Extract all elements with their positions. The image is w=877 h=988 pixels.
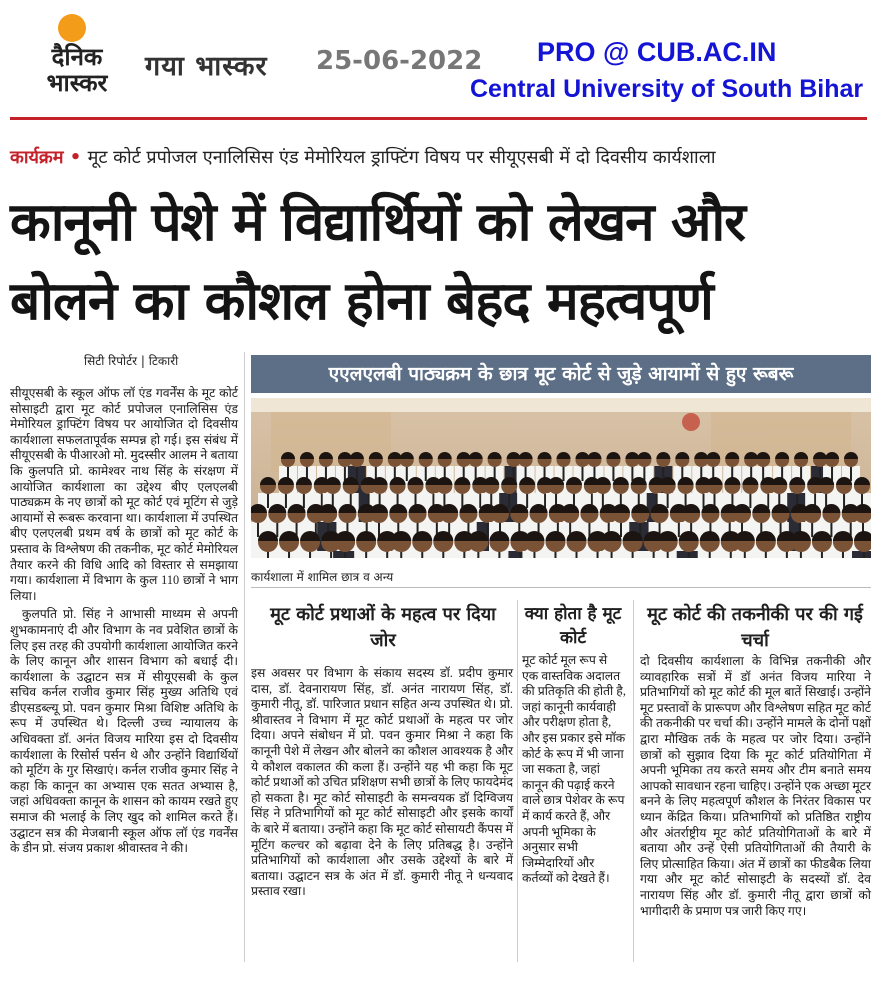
headline-line-1: कानूनी पेशे में विद्यार्थियों को लेखन और xyxy=(10,192,745,253)
subheading-practices: मूट कोर्ट प्रथाओं के महत्व पर दिया जोर xyxy=(270,604,496,651)
body-column-3 xyxy=(522,653,626,887)
paragraph-1: सीयूएसबी के स्कूल ऑफ लॉ एंड गवर्नेंस के मूट कोर्ट सोसाइटी द्वारा मूट कोर्ट प्रपोजल एनालिसिस एंड मेमोरियल ड्राफ्टिंग विषय पर आयोजित दो दिवसीय कार्यशाला सफलतापूर्वक सम्पन्न हो गई। इस संबंध में सीयूएसबी के पीआरओ मो. मुदस्सीर आलम ने बताया कि कुलपति प्रो. कामेश्वर नाथ सिंह के संरक्षण में आयोजित कार्यशाला का उद्देश्य बीए एलएलबी पाठ्यक्रम के नए छात्रों को मूट कोर्ट एवं मूटिंग से जुड़े आयामों से रूबरू करवाना था। कार्यशाला में उपस्थित बीए एलएलबी प्रथम वर्ष के छात्रों को मूट कोर्ट के प्रस्ताव के विश्लेषण की तकनीक, मूट कोर्ट मेमोरियल तैयार करने की विधि आदि को विस्तार से समझाया गया। कार्यशाला में विभाग के कुल 110 छात्रों ने भाग लिया। xyxy=(10,386,238,603)
bullet: • xyxy=(63,147,88,168)
paragraph-col2: इस अवसर पर विभाग के संकाय सदस्य डॉ. प्रदीप कुमार दास, डॉ. देवनारायण सिंह, डॉ. अनंत नारायण सिंह, डॉ. कुमारी नीतू, डॉ. पारिजात प्रधान सहित अन्य उपस्थित थे। प्रो. श्रीवास्तव ने विभाग में मूट कोर्ट प्रथाओं के महत्व पर जोर दिया। अपने संबोधन में प्रो. पवन कुमार मिश्रा ने कहा कि कानूनी पेशे में लेखन और बोलने का कौशल आवश्यक है और ये कौशल वकालत की कला हैं। उन्होंने यह भी कहा कि मूट कोर्ट प्रथाओं को उचित प्रशिक्षण सभी छात्रों के लिए फायदेमंद हो सकता है। मूट कोर्ट सोसाइटी के समन्वयक डॉ दिग्विजय सिंह ने प्रतिभागियों को मूट कोर्ट सोसाइटी और इसके कार्यों के बारे में बताया। उन्होंने कहा कि मूट कोर्ट सोसायटी कैंपस में मूटिंग कल्चर को बढ़ावा देने के लिए प्रतिबद्ध है। उन्होंने प्रतिभागियों को कार्यशाला और उसके उद्देश्यों के बारे में बताया। उद्घाटन सत्र के अंत में डॉ. कुमारी नीतू ने धन्यवाद प्रस्ताव रखा। xyxy=(251,666,513,899)
dainik-bhaskar-logo xyxy=(14,4,126,112)
edition-name: गया भास्कर xyxy=(145,51,268,82)
pro-email: PRO @ CUB.AC.IN xyxy=(537,37,777,67)
publication-date: 25-06-2022 xyxy=(316,46,483,76)
kicker xyxy=(10,145,716,169)
paragraph-2: कुलपति प्रो. सिंह ने आभासी माध्यम से अपनी शुभकामनाएं दी और विभाग के नव प्रवेशित छात्रों के लिए इस तरह की उपयोगी कार्यशाला आयोजित करने के लिए कानून और शासन विभाग को बधाई दी। कार्यशाला के उद्घाटन सत्र में सीयूएसबी के कुल सचिव कर्नल राजीव कुमार सिंह मुख्य अतिथि एवं डीएसडब्ल्यू प्रो. पवन कुमार मिश्रा विशिष्ट अतिथि के रूप में उपस्थित थे। दिल्ली उच्च न्यायालय के अधिवक्ता डॉ. अनंत विजय मारिया इस दो दिवसीय कार्यशाला के रिसोर्स पर्सन थे और उन्होंने विद्यार्थियों को मूटिंग के गुर सिखाएं। कर्नल राजीव कुमार सिंह ने कहा कि कानून का अभ्यास एक सतत अभ्यास है, जहां अधिवक्ता कानून के शासन को कायम रखते हुए समाज की भलाई के लिए खुद को शामिल करते हैं। उद्घाटन सत्र की मेजबानी स्कूल ऑफ लॉ एंड गवर्नेंस के डीन प्रो. संजय प्रकाश श्रीवास्तव ने की। xyxy=(10,607,238,856)
paragraph-col4: दो दिवसीय कार्यशाला के विभिन्न तकनीकी और व्यावहारिक सत्रों में डॉ अनंत विजय मारिया ने प्रतिभागियों को मूट कोर्ट की मूल बातें सिखाई। उन्होंने मूट प्रस्तावों के प्रारूपण और विश्लेषण सहित मूट कोर्ट की तकनीकी पर चर्चा की। उन्होंने मामले के दोनों पक्षों द्वारा मौखिक तर्क के महत्व पर जोर दिया। उन्होंने छात्रों को सुझाव दिया कि मूट कोर्ट प्रतियोगिता में अपनी भूमिका तय करते समय और टीम बनाते समय आपको सावधान रहना चाहिए। उन्होंने एक अच्छा मूटर बनने के लिए महत्वपूर्ण कौशल के निरंतर विकास पर ध्यान केंद्रित किया। प्रतिभागियों को प्रतिष्ठित राष्ट्रीय और अंतर्राष्ट्रीय मूट कोर्ट प्रतियोगिताओं के बारे में बताया और उन्हें ऐसी प्रतियोगिताओं की तैयारी के लिए प्रोत्साहित किया। अंत में छात्रों का फीडबैक लिया गया और मूट कोर्ट सोसाइटी के सदस्यों डॉ. देव नारायण सिंह और डॉ. कुमारी नीतू द्वारा छात्रों को भागीदारी के प्रमाण पत्र जारी किए गए। xyxy=(640,654,871,918)
university-name: Central University of South Bihar xyxy=(470,75,864,103)
caption-rule xyxy=(251,587,871,588)
sun-icon xyxy=(58,14,86,42)
body-column-1 xyxy=(10,386,238,857)
headline-line-2: बोलने का कौशल होना बेहद महत्वपूर्ण xyxy=(10,271,713,332)
group-photo xyxy=(251,398,871,558)
masthead-divider xyxy=(10,117,867,120)
body-column-2 xyxy=(251,666,513,900)
byline: सिटी रिपोर्टर | टिकारी xyxy=(84,354,179,368)
logo-line-2: भास्कर xyxy=(46,69,108,97)
column-rule xyxy=(244,352,245,962)
group-photo-illustration xyxy=(251,398,871,558)
subheading-what-is-moot-court: क्या होता है मूट कोर्ट xyxy=(524,604,622,648)
column-rule xyxy=(517,600,518,962)
category-label: कार्यक्रम xyxy=(10,147,64,168)
photo-caption: कार्यशाला में शामिल छात्र व अन्य xyxy=(251,570,394,584)
body-column-4 xyxy=(640,654,871,919)
column-rule xyxy=(633,600,634,962)
subheading-technique: मूट कोर्ट की तकनीकी पर की गई चर्चा xyxy=(647,604,863,651)
kicker-text: मूट कोर्ट प्रपोजल एनालिसिस एंड मेमोरियल ड्राफ्टिंग विषय पर सीयूएसबी में दो दिवसीय कार्यशाला xyxy=(87,147,716,168)
logo-line-1: दैनिक xyxy=(51,43,103,71)
paragraph-col3: मूट कोर्ट मूल रूप से एक वास्तविक अदालत की प्रतिकृति की होती है, जहां कानूनी कार्यवाही और परीक्षण होता है, और इस प्रकार इसे मॉक कोर्ट के रूप में भी जाना जा सकता है, जहां कानून की पढ़ाई करने वाले छात्र पेशेवर के रूप में कार्य करते हैं, और अपनी भूमिका के अनुसार सभी जिम्मेदारियों और कर्तव्यों को देखते हैं। xyxy=(522,653,626,886)
student-figure xyxy=(852,551,871,558)
photo-banner: एएलएलबी पाठ्यक्रम के छात्र मूट कोर्ट से जुड़े आयामों से हुए रूबरू xyxy=(251,355,871,393)
